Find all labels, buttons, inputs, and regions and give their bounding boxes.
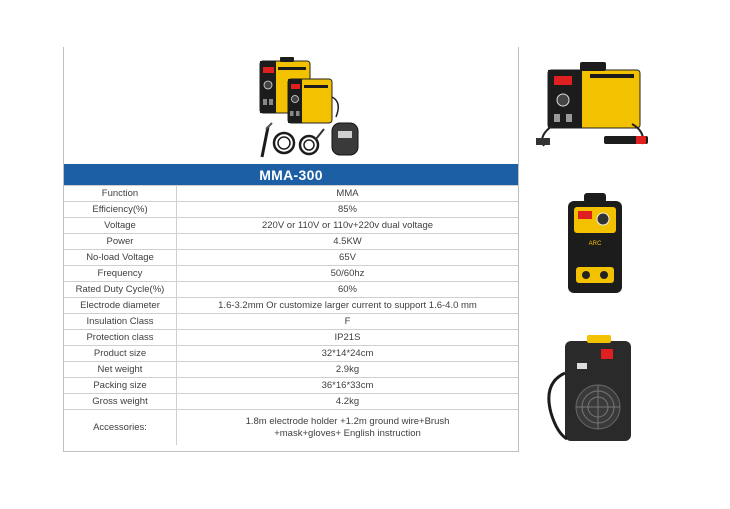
spec-value: 65V [177, 250, 519, 266]
arc-label: ARC [588, 241, 602, 247]
welder-photo-angle [532, 56, 658, 152]
spec-label: Efficiency(%) [64, 202, 177, 218]
spec-label: Rated Duty Cycle(%) [64, 282, 177, 298]
spec-value: F [177, 314, 519, 330]
spec-label: Packing size [64, 378, 177, 394]
spec-value: 220V or 110V or 110v+220v dual voltage [177, 218, 519, 234]
spec-label: Gross weight [64, 394, 177, 410]
welder-photo-front [566, 193, 624, 295]
spec-value: 32*14*24cm [177, 346, 519, 362]
spec-value: 36*16*33cm [177, 378, 519, 394]
accessories-line-2: +mask+gloves+ English instruction [274, 427, 421, 439]
spec-value: 2.9kg [177, 362, 519, 378]
spec-label: Insulation Class [64, 314, 177, 330]
spec-row [64, 186, 518, 202]
spec-sheet [63, 47, 519, 452]
spec-label: Voltage [64, 218, 177, 234]
spec-row [64, 362, 518, 378]
welder-photo-back [541, 333, 641, 449]
accessories-line-1: 1.8m electrode holder +1.2m ground wire+Brush [245, 415, 450, 427]
spec-row [64, 250, 518, 266]
spec-value: 1.6-3.2mm Or customize larger current to support 1.6-4.0 mm [177, 298, 519, 314]
spec-row [64, 330, 518, 346]
spec-value: 85% [177, 202, 519, 218]
spec-table [64, 185, 518, 445]
spec-label: Protection class [64, 330, 177, 346]
spec-label: Product size [64, 346, 177, 362]
spec-row-accessories [64, 410, 518, 446]
spec-row [64, 378, 518, 394]
spec-value: 4.2kg [177, 394, 519, 410]
spec-label: Electrode diameter [64, 298, 177, 314]
accessories-label: Accessories: [64, 410, 177, 446]
spec-label: Net weight [64, 362, 177, 378]
spec-row [64, 282, 518, 298]
spec-row [64, 298, 518, 314]
spec-label: Power [64, 234, 177, 250]
spec-value: MMA [177, 186, 519, 202]
accessories-value [177, 410, 519, 446]
spec-row [64, 234, 518, 250]
spec-value: IP21S [177, 330, 519, 346]
spec-row [64, 314, 518, 330]
spec-row [64, 346, 518, 362]
spec-label: Frequency [64, 266, 177, 282]
spec-label: No-load Voltage [64, 250, 177, 266]
welder-kit-image [254, 57, 364, 163]
spec-row [64, 202, 518, 218]
spec-label: Function [64, 186, 177, 202]
spec-value: 50/60hz [177, 266, 519, 282]
spec-row [64, 218, 518, 234]
model-title: MMA-300 [64, 164, 518, 185]
spec-row [64, 266, 518, 282]
spec-value: 60% [177, 282, 519, 298]
spec-value: 4.5KW [177, 234, 519, 250]
spec-row [64, 394, 518, 410]
